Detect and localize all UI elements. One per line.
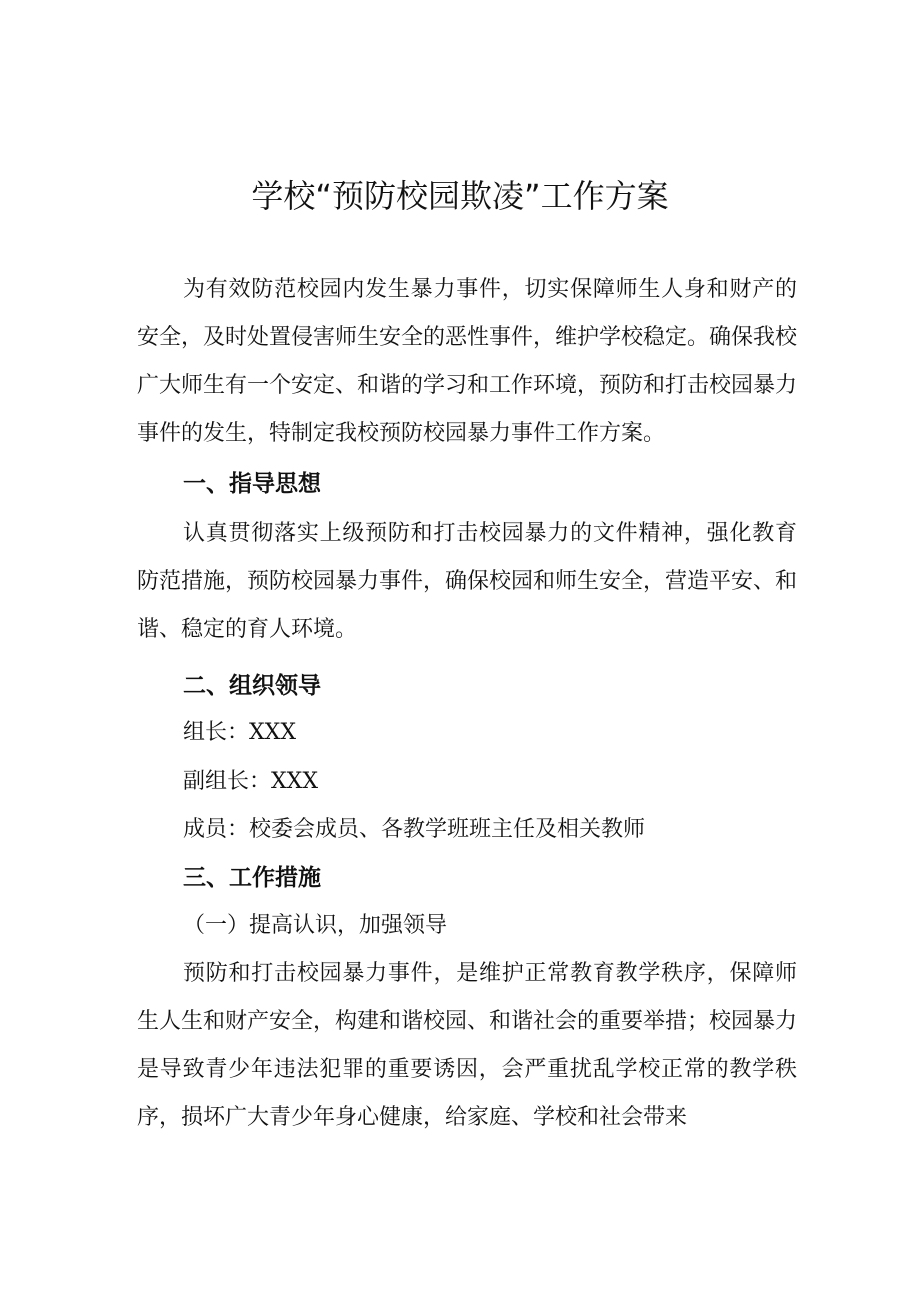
measures-paragraph: 预防和打击校园暴力事件，是维护正常教育教学秩序，保障师生人生和财产安全，构建和谐校园、和谐社会的重要举措；校园暴力是导致青少年违法犯罪的重要诱因，会严重扰乱学校正常的教学秩序，损坏广大青少年身心健康，给家庭、学校和社会带来 bbox=[137, 961, 798, 1130]
section-heading-guiding-principle: 一、指导思想 bbox=[183, 471, 321, 497]
section-heading-measures: 三、工作措施 bbox=[183, 865, 321, 891]
deputy-leader-line: 副组长：XXX bbox=[183, 769, 318, 794]
guiding-principle-paragraph: 认真贯彻落实上级预防和打击校园暴力的文件精神，强化教育防范措施，预防校园暴力事件，确保校园和师生安全，营造平安、和谐、稳定的育人环境。 bbox=[137, 521, 798, 642]
members-line: 成员：校委会成员、各教学班班主任及相关教师 bbox=[183, 817, 646, 842]
leader-line: 组长：XXX bbox=[183, 720, 296, 745]
subsection-heading-awareness: （一）提高认识，加强领导 bbox=[183, 913, 448, 938]
document-title: 学校“预防校园欺凌”工作方案 bbox=[251, 177, 669, 215]
section-heading-organization: 二、组织领导 bbox=[183, 673, 321, 699]
intro-paragraph: 为有效防范校园内发生暴力事件，切实保障师生人身和财产的安全，及时处置侵害师生安全的恶性事件，维护学校稳定。确保我校广大师生有一个安定、和谐的学习和工作环境，预防和打击校园暴力事件的发生，特制定我校预防校园暴力事件工作方案。 bbox=[137, 277, 798, 446]
